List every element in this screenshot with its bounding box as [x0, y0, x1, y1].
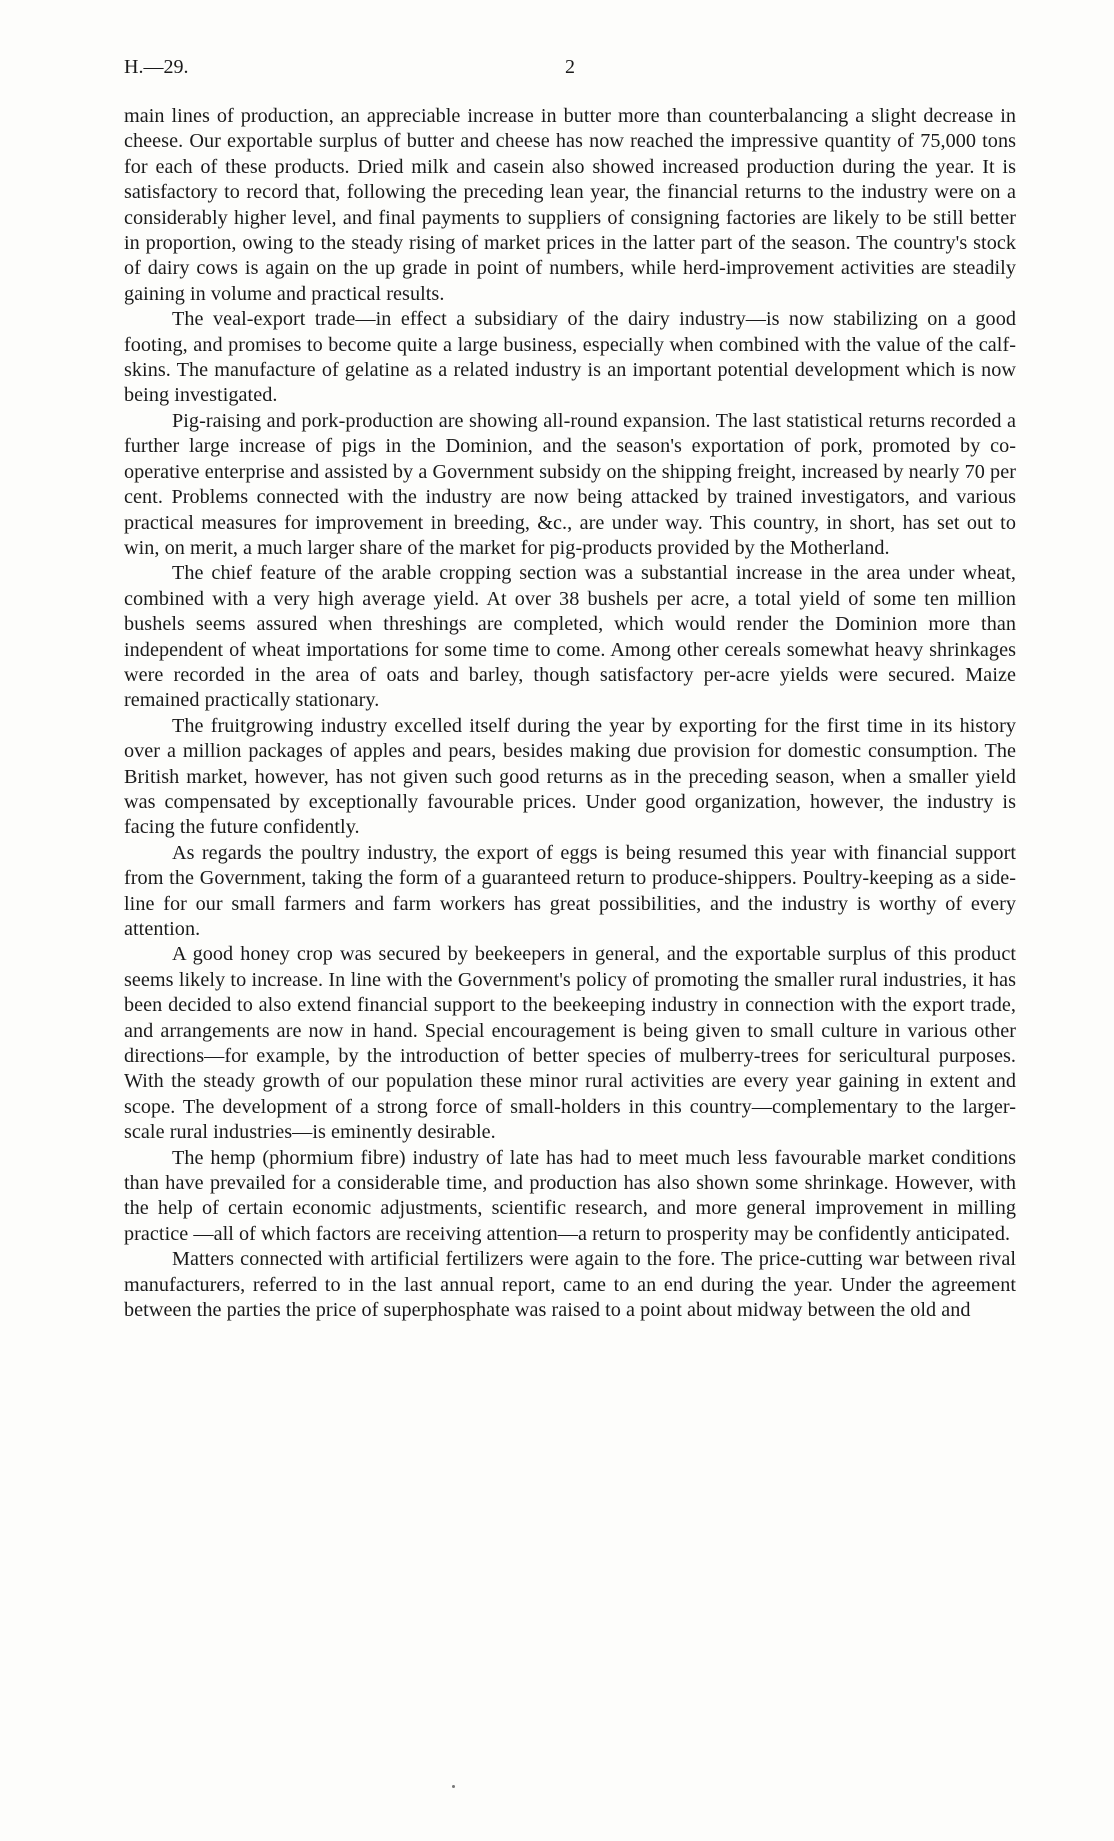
page-header — [124, 56, 1016, 86]
body-text — [124, 104, 1016, 1324]
paragraph-fruitgrowing: The fruitgrowing industry excelled itself during the year by exporting for the first time in its history over a million packages of apples and pears, besides making due provision for domestic consumption. The British market, however, has not given such good returns as in the preceding season, when a smaller yield was compensated by exceptionally favourable prices. Under good organization, however, the industry is facing the future confidently. — [124, 714, 1016, 839]
paragraph-arable-cropping: The chief feature of the arable cropping section was a substantial increase in the area under wheat, combined with a very high average yield. At over 38 bushels per acre, a total yield of some ten million bushels seems assured when threshings are completed, which would render the Dominion more than independent of wheat importations for some time to come. Among other cereals somewhat heavy shrinkages were recorded in the area of oats and barley, though satisfactory per-acre yields were secured. Maize remained practically stationary. — [124, 562, 1016, 712]
scan-speck — [452, 1785, 455, 1788]
paragraph-honey-and-small-culture: A good honey crop was secured by beekeepers in general, and the exportable surplus of this product seems likely to increase. In line with the Government's policy of promoting the smaller rural industries, it has been decided to also extend financial support to the beekeeping industry in connection with the export trade, and arrangements are now in hand. Special encouragement is being given to small culture in various other directions—for example, by the introduction of better species of mulberry-trees for sericultural purposes. With the steady growth of our population these minor rural activities are every year gaining in extent and scope. The development of a strong force of small-holders in this country—complementary to the larger-scale rural industries—is eminently desirable. — [124, 943, 1016, 1144]
paragraph-dairy-production: main lines of production, an appreciable increase in butter more than counterbalancing a slight decrease in cheese. Our exportable surplus of butter and cheese has now reached the impressive quantity of 75,000 tons for each of these products. Dried milk and casein also showed increased production during the year. It is satisfactory to record that, following the preceding lean year, the financial returns to the industry were on a considerably higher level, and final payments to suppliers of consigning factories are likely to be still better in proportion, owing to the steady rising of market prices in the latter part of the season. The country's stock of dairy cows is again on the up grade in point of numbers, while herd-improvement activities are steadily gaining in volume and practical results. — [124, 105, 1016, 305]
paragraph-veal-export: The veal-export trade—in effect a subsidiary of the dairy industry—is now stabilizing on a good footing, and promises to become quite a large business, especially when combined with the value of the calf-skins. The manufacture of gelatine as a related industry is an important potential development which is now being investigated. — [124, 308, 1016, 407]
paragraph-fertilizers: Matters connected with artificial fertilizers were again to the fore. The price-cutting war between rival manufacturers, referred to in the last annual report, came to an end during the year. Under the agreement between the parties the price of superphosphate was raised to a point about midway between the old and — [124, 1248, 1016, 1322]
paragraph-hemp-industry: The hemp (phormium fibre) industry of late has had to meet much less favourable market conditions than have prevailed for a considerable time, and production has also shown some shrinkage. However, with the help of certain economic adjustments, scientific research, and more general improvement in milling practice —all of which factors are receiving attention—a return to prosperity may be confidently anticipated. — [124, 1146, 1016, 1245]
page-number: 2 — [565, 56, 575, 78]
document-reference: H.—29. — [124, 56, 189, 78]
paragraph-poultry: As regards the poultry industry, the export of eggs is being resumed this year with financial support from the Government, taking the form of a guaranteed return to produce-shippers. Poultry-keeping as a side-line for our small farmers and farm workers has great possibilities, and the industry is worthy of every attention. — [124, 841, 1016, 940]
paragraph-pig-raising: Pig-raising and pork-production are showing all-round expansion. The last statistical returns recorded a further large increase of pigs in the Dominion, and the season's exportation of pork, promoted by co-operative enterprise and assisted by a Government subsidy on the shipping freight, increased by nearly 70 per cent. Problems connected with the industry are now being attacked by trained investigators, and various practical measures for improvement in breeding, &c., are under way. This country, in short, has set out to win, on merit, a much larger share of the market for pig-products provided by the Motherland. — [124, 409, 1016, 559]
